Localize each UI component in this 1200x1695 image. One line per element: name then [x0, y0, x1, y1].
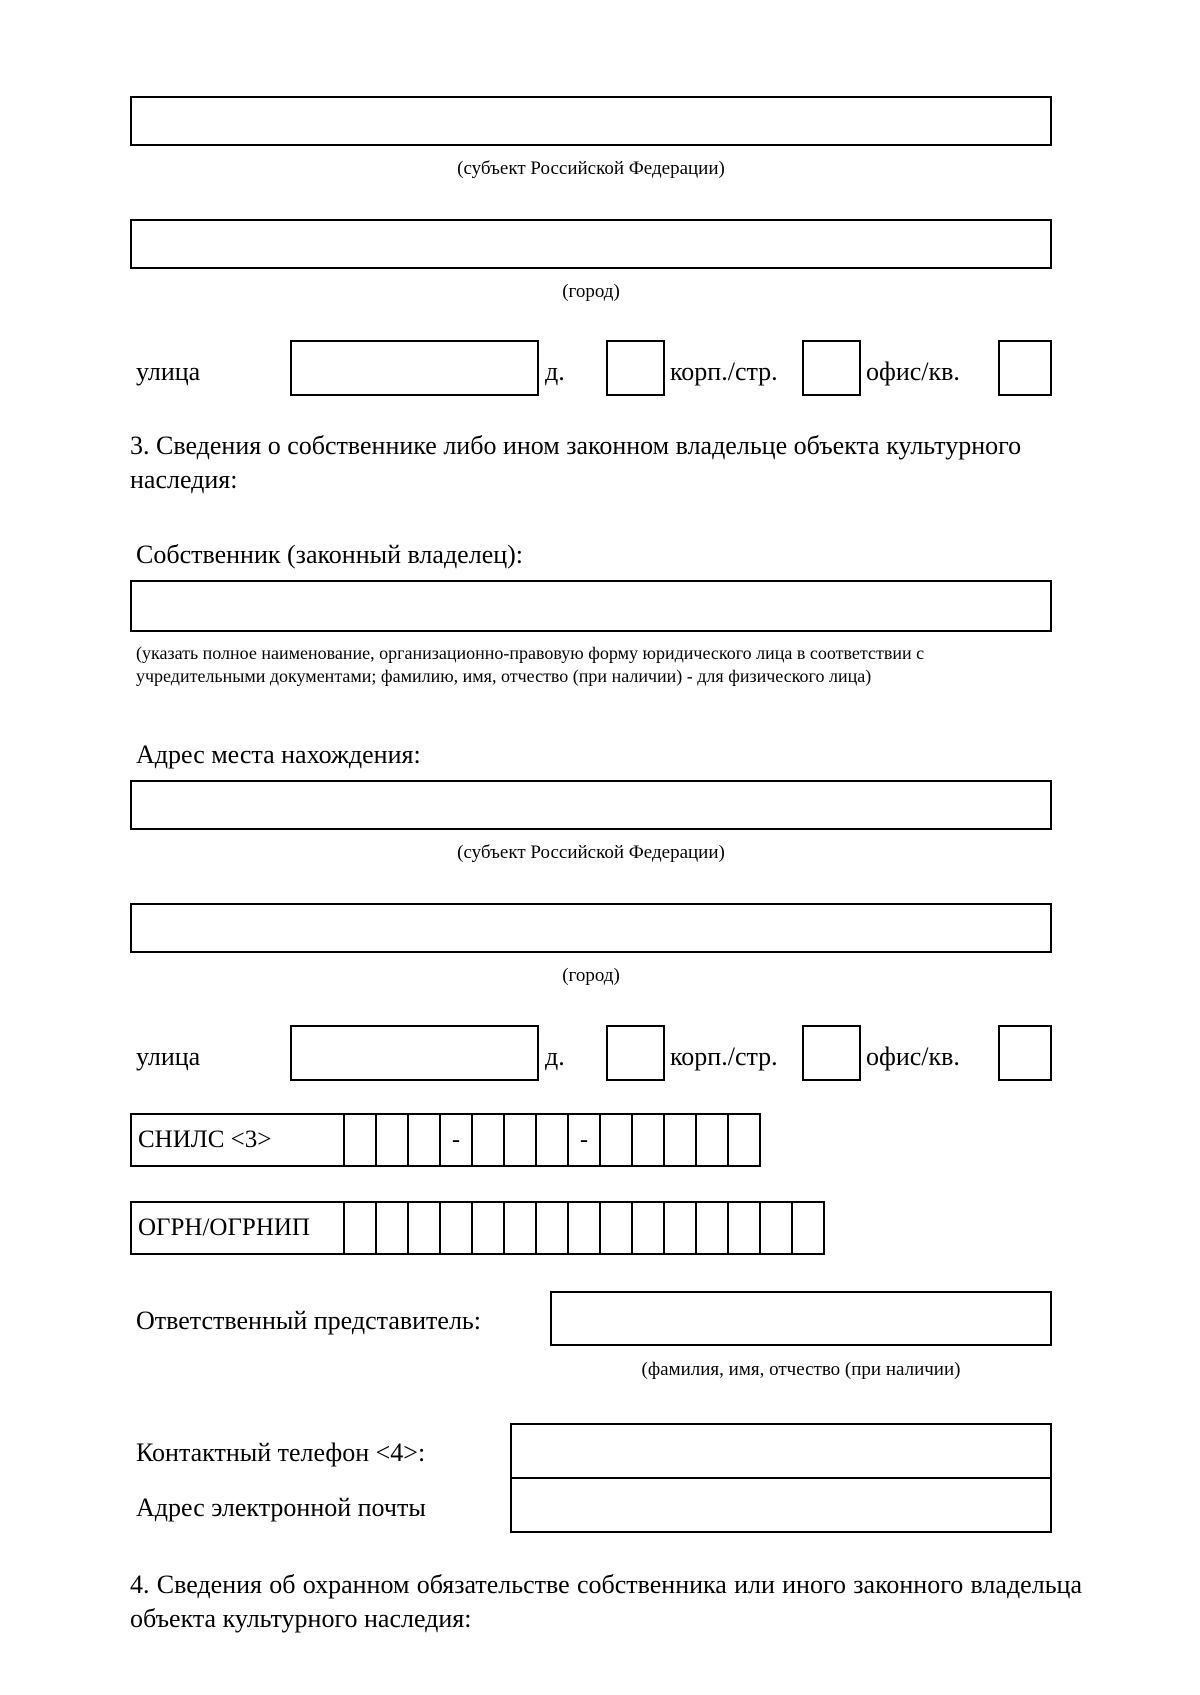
building-input[interactable]	[802, 1025, 861, 1081]
ogrn-digit-cell[interactable]	[375, 1201, 409, 1255]
building-input-top[interactable]	[802, 340, 861, 396]
snils-digit-cell[interactable]	[631, 1113, 665, 1167]
street-input-top[interactable]	[290, 340, 539, 396]
snils-digit-cell[interactable]	[375, 1113, 409, 1167]
office-label-top: офис/кв.	[866, 357, 960, 386]
ogrn-row	[130, 1201, 825, 1255]
office-input-top[interactable]	[998, 340, 1052, 396]
snils-row	[130, 1113, 761, 1167]
owner-input[interactable]	[130, 580, 1052, 632]
subject-rf-input-top[interactable]	[130, 96, 1052, 146]
ogrn-digit-cell[interactable]	[631, 1201, 665, 1255]
subject-rf-caption-top: (субъект Российской Федерации)	[457, 158, 725, 179]
section4-heading: 4. Сведения об охранном обязательстве собственника или иного законного владельца объекта культурного наследия:	[130, 1570, 1082, 1633]
ogrn-digit-cell[interactable]	[471, 1201, 505, 1255]
ogrn-digit-cell[interactable]	[663, 1201, 697, 1255]
city-input-top[interactable]	[130, 219, 1052, 269]
ogrn-digit-cell[interactable]	[439, 1201, 473, 1255]
office-label: офис/кв.	[866, 1042, 960, 1071]
representative-caption: (фамилия, имя, отчество (при наличии)	[641, 1359, 961, 1380]
office-input[interactable]	[998, 1025, 1052, 1081]
street-label-top: улица	[136, 357, 201, 386]
ogrn-digit-cell[interactable]	[599, 1201, 633, 1255]
ogrn-digit-cell[interactable]	[695, 1201, 729, 1255]
snils-label: СНИЛС <3>	[130, 1113, 345, 1167]
subject-rf-caption: (субъект Российской Федерации)	[457, 842, 725, 863]
house-input-top[interactable]	[606, 340, 665, 396]
snils-digit-cell[interactable]	[535, 1113, 569, 1167]
city-caption-top: (город)	[562, 281, 620, 302]
street-label: улица	[136, 1042, 201, 1071]
email-input[interactable]	[510, 1477, 1052, 1533]
ogrn-digit-cell[interactable]	[759, 1201, 793, 1255]
house-label-top: д.	[545, 357, 565, 386]
city-caption: (город)	[562, 965, 620, 986]
house-label: д.	[545, 1042, 565, 1071]
subject-rf-input[interactable]	[130, 780, 1052, 830]
email-label: Адрес электронной почты	[136, 1493, 426, 1522]
representative-label: Ответственный представитель:	[136, 1306, 482, 1335]
building-label: корп./стр.	[670, 1042, 778, 1071]
snils-digit-cell[interactable]	[695, 1113, 729, 1167]
ogrn-digit-cell[interactable]	[567, 1201, 601, 1255]
snils-digit-cell[interactable]	[503, 1113, 537, 1167]
building-label-top: корп./стр.	[670, 357, 778, 386]
ogrn-digit-cell[interactable]	[503, 1201, 537, 1255]
city-input[interactable]	[130, 903, 1052, 953]
owner-caption: (указать полное наименование, организационно-правовую форму юридического лица в соответствии с учредительными документами; фамилию, имя, отчество (при наличии) - для физического лица)	[136, 643, 925, 686]
snils-separator: -	[439, 1113, 473, 1167]
ogrn-digit-cell[interactable]	[407, 1201, 441, 1255]
phone-input[interactable]	[510, 1423, 1052, 1479]
house-input[interactable]	[606, 1025, 665, 1081]
address-label: Адрес места нахождения:	[136, 740, 421, 769]
ogrn-digit-cell[interactable]	[727, 1201, 761, 1255]
owner-label: Собственник (законный владелец):	[136, 540, 524, 569]
snils-separator: -	[567, 1113, 601, 1167]
street-input[interactable]	[290, 1025, 539, 1081]
snils-digit-cell[interactable]	[407, 1113, 441, 1167]
ogrn-digit-cell[interactable]	[535, 1201, 569, 1255]
ogrn-digit-cell[interactable]	[791, 1201, 825, 1255]
snils-digit-cell[interactable]	[727, 1113, 761, 1167]
section3-heading: 3. Сведения о собственнике либо ином законном владельце объекта культурного наследия:	[130, 431, 1022, 494]
snils-digit-cell[interactable]	[343, 1113, 377, 1167]
ogrn-digit-cell[interactable]	[343, 1201, 377, 1255]
representative-input[interactable]	[550, 1291, 1052, 1346]
phone-label: Контактный телефон <4>:	[136, 1438, 426, 1467]
snils-digit-cell[interactable]	[599, 1113, 633, 1167]
snils-digit-cell[interactable]	[663, 1113, 697, 1167]
ogrn-label: ОГРН/ОГРНИП	[130, 1201, 345, 1255]
snils-digit-cell[interactable]	[471, 1113, 505, 1167]
